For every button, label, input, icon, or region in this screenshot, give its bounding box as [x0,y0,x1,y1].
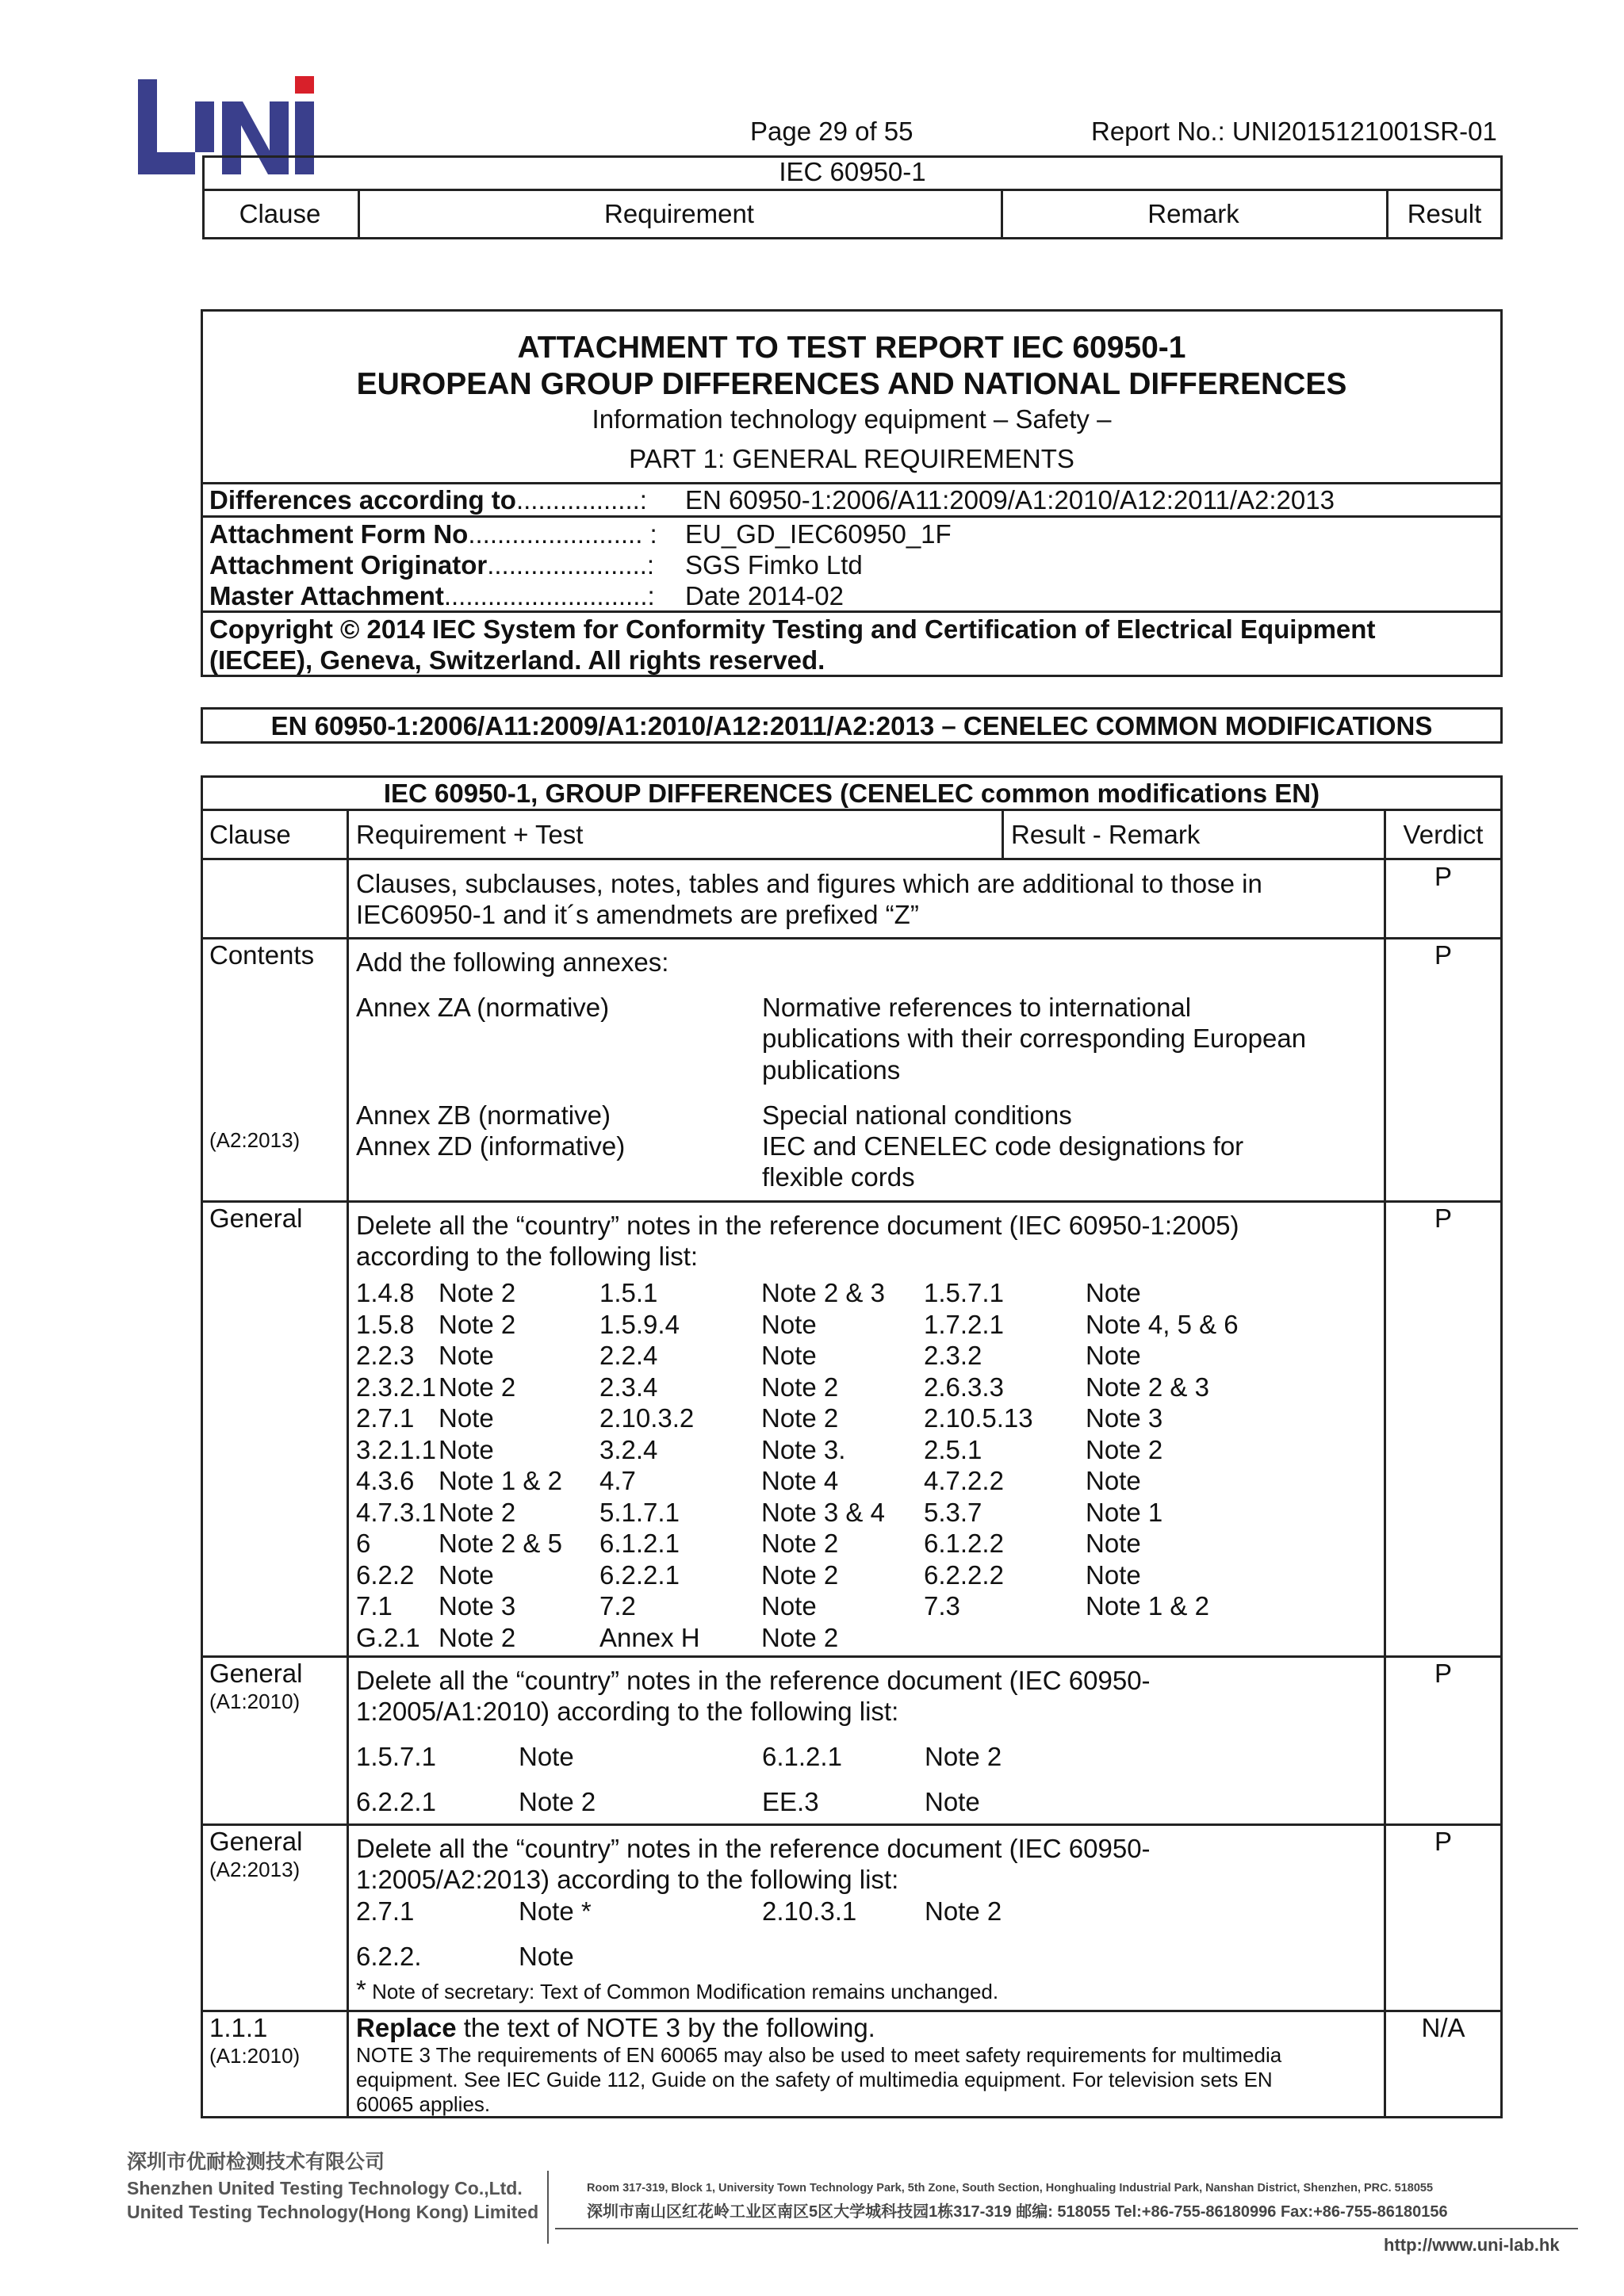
table-col-divider [347,809,349,2118]
note-ref: Note 2 [519,1786,596,1816]
note-ref: Note [761,1591,817,1621]
clause-ref: 2.10.3.1 [762,1896,857,1926]
row1-verdict: P [1434,862,1452,891]
row3-line1: Delete all the “country” notes in the reference document (IEC 60950-1:2005) [356,1211,1239,1240]
table-divider [201,1823,1503,1826]
note-ref: Note 2 [925,1742,1002,1771]
note-ref: Note [439,1559,494,1590]
annex-zd-desc-1: IEC and CENELEC code designations for [762,1131,1244,1161]
row6-note-1: NOTE 3 The requirements of EN 60065 may also be used to meet safety requirements for multimedia [356,2043,1282,2067]
footer-address-en: Room 317-319, Block 1, University Town Technology Park, 5th Zone, South Section, Honghualing Industrial Park, Nanshan District, Shenzhen, PRC. 518055 [587,2182,1434,2195]
clause-ref: 1.5.8 [356,1309,415,1339]
field-originator-value: SGS Fimko Ltd [685,550,863,580]
note-ref: Note [1086,1278,1141,1307]
report-number: Report No.: UNI2015121001SR-01 [1091,117,1497,146]
row2-intro: Add the following annexes: [356,947,669,977]
row4-line1: Delete all the “country” notes in the reference document (IEC 60950- [356,1666,1151,1695]
field-differences-value: EN 60950-1:2006/A11:2009/A1:2010/A12:2011/A2:2013 [685,485,1335,515]
row1-line2: IEC60950-1 and it´s amendmets are prefixed “Z” [356,900,919,929]
note-ref: Note 2 [439,1497,516,1527]
clause-ref: 1.4.8 [356,1278,415,1307]
clause-ref: 2.7.1 [356,1403,415,1433]
clause-ref: 1.5.7.1 [924,1278,1004,1307]
row5-footnote: * Note of secretary: Text of Common Modification remains unchanged. [356,1975,999,2004]
row2-clause-sub: (A2:2013) [209,1128,301,1152]
note-ref: Note 1 & 2 [1086,1591,1209,1621]
annex-za-desc-1: Normative references to international [762,993,1192,1022]
field-form-no: Attachment Form No........................ : [209,519,657,549]
row4-clause: General [209,1659,303,1688]
clause-ref: 2.3.2 [924,1341,982,1370]
note-ref [1086,1622,1260,1654]
field-originator: Attachment Originator......................: [209,550,655,580]
row6-note-3: 60065 applies. [356,2092,491,2116]
attachment-title-1: ATTACHMENT TO TEST REPORT IEC 60950-1 [517,331,1186,365]
clause-ref: 6.2.2. [356,1941,422,1971]
clause-ref: 6.2.2.2 [924,1559,1004,1590]
table-divider [201,858,1503,860]
note-ref: Note 2 [439,1622,516,1652]
attachment-subtitle: Information technology equipment – Safety – [592,404,1112,434]
row5-clause-sub: (A2:2013) [209,1858,301,1881]
note-ref: Note 2 [925,1896,1002,1926]
note-ref: Note 2 [1086,1434,1163,1464]
note-ref: Note 3. [761,1434,846,1464]
copyright-line-1: Copyright © 2014 IEC System for Conformity Testing and Certification of Electrical Equipment [209,614,1376,644]
footer-address-cn: 深圳市南山区红花岭工业区南区5区大学城科技园1栋317-319 邮编: 518055 Tel:+86-755-86180996 Fax:+86-755-86180156 [587,2203,1448,2221]
clause-ref: 3.2.1.1 [356,1434,436,1464]
clause-ref: 2.2.3 [356,1341,415,1370]
note-ref: Note 2 [761,1559,839,1590]
annex-zd: Annex ZD (informative) [356,1131,626,1161]
table-divider [201,937,1503,939]
row3-line2: according to the following list: [356,1242,699,1271]
table-col-divider [1384,809,1386,2118]
clause-ref: 6.2.2.1 [599,1559,680,1590]
header-col-remark: Remark [1147,199,1239,228]
row5-note-list [356,1896,1099,1972]
note-ref: Note 2 & 3 [1086,1372,1209,1402]
clause-ref: 1.7.2.1 [924,1309,1004,1339]
note-ref: Note 1 & 2 [439,1466,562,1495]
row2-verdict: P [1434,940,1452,970]
col-result-remark: Result - Remark [1011,820,1201,849]
header-col-result: Result [1407,199,1482,228]
footer-rule [555,2228,1578,2229]
note-ref: Note * [519,1896,592,1926]
row6-replace: Replace the text of NOTE 3 by the following. [356,2013,875,2042]
header-standard: IEC 60950-1 [779,157,926,186]
note-ref: Note 4 [761,1466,839,1495]
row5-verdict: P [1434,1827,1452,1856]
table-divider [201,809,1503,811]
row1-line1: Clauses, subclauses, notes, tables and figures which are additional to those in [356,869,1262,898]
clause-ref: 7.2 [599,1591,636,1621]
clause-ref: 4.7.3.1 [356,1497,436,1527]
row6-note-2: equipment. See IEC Guide 112, Guide on the safety of multimedia equipment. For television sets EN [356,2068,1273,2091]
footer-company-en2: United Testing Technology(Hong Kong) Limited [127,2202,539,2222]
page-number: Page 29 of 55 [750,117,914,146]
note-ref: Note [1086,1341,1141,1370]
row4-clause-sub: (A1:2010) [209,1689,301,1713]
clause-ref [924,1622,1086,1654]
header-col-clause: Clause [239,199,321,228]
note-ref: Note 4, 5 & 6 [1086,1309,1239,1339]
footer-company-en1: Shenzhen United Testing Technology Co.,Ltd. [127,2178,523,2198]
note-ref: Note 3 [1086,1403,1163,1433]
clause-ref: 4.3.6 [356,1466,415,1495]
note-ref: Note [439,1341,494,1370]
col-clause: Clause [209,820,291,849]
note-ref: Note 2 [761,1403,839,1433]
field-master: Master Attachment............................: [209,581,655,610]
col-verdict: Verdict [1403,820,1484,849]
note-ref: Note [1086,1466,1141,1495]
table-divider [201,1200,1503,1203]
footer-company-cn: 深圳市优耐检测技术有限公司 [127,2151,385,2173]
annex-za: Annex ZA (normative) [356,993,610,1022]
note-ref: Note 2 [439,1372,516,1402]
row5-line2: 1:2005/A2:2013) according to the following list: [356,1865,899,1894]
annex-za-desc-2: publications with their corresponding European [762,1024,1307,1053]
note-ref: Note 2 [439,1309,516,1339]
row6-clause-sub: (A1:2010) [209,2044,301,2068]
clause-ref: 2.2.4 [599,1341,658,1370]
clause-ref: 5.3.7 [924,1497,982,1527]
annex-zb-desc: Special national conditions [762,1100,1072,1130]
col-requirement: Requirement + Test [356,820,584,849]
clause-ref: 4.7.2.2 [924,1466,1004,1495]
table-divider [201,1655,1503,1658]
note-ref: Note [761,1341,817,1370]
annex-zb: Annex ZB (normative) [356,1100,611,1130]
note-ref: Note 2 & 3 [761,1278,885,1307]
clause-ref: 2.3.2.1 [356,1372,436,1402]
table-title: IEC 60950-1, GROUP DIFFERENCES (CENELEC common modifications EN) [383,779,1320,808]
clause-ref: 6 [356,1529,371,1558]
clause-ref: 2.7.1 [356,1896,415,1926]
note-ref: Note [1086,1559,1141,1590]
note-ref: Note 2 [761,1372,839,1402]
note-ref: Note 2 [761,1622,839,1652]
row4-line2: 1:2005/A1:2010) according to the following list: [356,1697,899,1726]
row6-clause: 1.1.1 [209,2013,268,2042]
field-differences: Differences according to.................: [209,485,647,515]
clause-ref: 6.1.2.1 [762,1742,842,1771]
row5-clause: General [209,1827,303,1856]
note-ref: Note 1 [1086,1497,1163,1527]
row2-clause: Contents [209,940,315,970]
attachment-part: PART 1: GENERAL REQUIREMENTS [629,444,1074,473]
clause-ref: 2.10.5.13 [924,1403,1033,1433]
note-ref: Note 2 [761,1529,839,1558]
footer-url[interactable]: http://www.uni-lab.hk [1384,2235,1560,2255]
clause-ref: 4.7 [599,1466,636,1495]
clause-ref [762,1941,925,1973]
note-ref [925,1941,1099,1973]
clause-ref: 3.2.4 [599,1434,658,1464]
table-col-divider [1002,809,1004,858]
clause-ref: 6.2.2 [356,1559,415,1590]
field-master-value: Date 2014-02 [685,581,844,610]
note-ref: Note 2 & 5 [439,1529,562,1558]
field-form-no-value: EU_GD_IEC60950_1F [685,519,952,549]
attachment-title-2: EUROPEAN GROUP DIFFERENCES AND NATIONAL DIFFERENCES [356,367,1347,401]
note-ref: Note [519,1941,574,1971]
clause-ref: 2.6.3.3 [924,1372,1004,1402]
note-ref: Note [519,1742,574,1771]
row3-clause: General [209,1203,303,1233]
copyright-line-2: (IECEE), Geneva, Switzerland. All rights reserved. [209,645,825,675]
row3-note-list [356,1277,1260,1653]
clause-ref: G.2.1 [356,1622,420,1652]
header-divider [202,189,1503,191]
note-ref: Note 2 [439,1278,516,1307]
annex-zd-desc-2: flexible cords [762,1162,915,1192]
header-col-requirement: Requirement [604,199,754,228]
clause-ref: 7.1 [356,1591,393,1621]
note-ref: Note [761,1309,817,1339]
clause-ref: 1.5.1 [599,1278,658,1307]
clause-ref: 7.3 [924,1591,960,1621]
clause-ref: EE.3 [762,1786,819,1816]
note-ref: Note [925,1786,980,1816]
note-ref: Note [1086,1529,1141,1558]
footer-divider [547,2171,549,2244]
clause-ref: 5.1.7.1 [599,1497,680,1527]
row3-verdict: P [1434,1203,1452,1233]
annex-za-desc-3: publications [762,1055,901,1085]
row4-note-list [356,1741,1099,1817]
note-ref: Note 3 & 4 [761,1497,885,1527]
cenelec-banner: EN 60950-1:2006/A11:2009/A1:2010/A12:2011/A2:2013 – CENELEC COMMON MODIFICATIONS [270,711,1433,740]
note-ref: Note 3 [439,1591,516,1621]
clause-ref: 1.5.9.4 [599,1309,680,1339]
clause-ref: 2.3.4 [599,1372,658,1402]
clause-ref: 6.1.2.2 [924,1529,1004,1558]
note-ref: Note [439,1403,494,1433]
row6-verdict: N/A [1421,2013,1465,2042]
clause-ref: 2.10.3.2 [599,1403,695,1433]
note-ref: Note [439,1434,494,1464]
clause-ref: Annex H [599,1622,700,1652]
clause-ref: 6.2.2.1 [356,1786,436,1816]
clause-ref: 6.1.2.1 [599,1529,680,1558]
clause-ref: 2.5.1 [924,1434,982,1464]
row4-verdict: P [1434,1659,1452,1688]
clause-ref: 1.5.7.1 [356,1742,436,1771]
row5-line1: Delete all the “country” notes in the reference document (IEC 60950- [356,1834,1151,1863]
